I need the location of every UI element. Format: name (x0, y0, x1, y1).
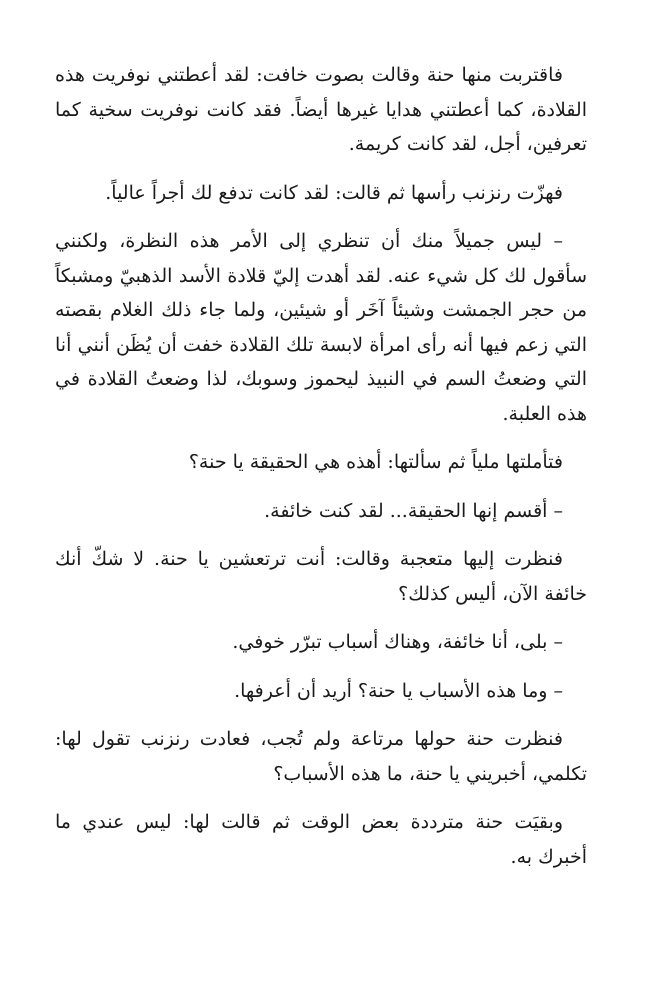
paragraph-7: – بلى، أنا خائفة، وهناك أسباب تبرّر خوفي. (232, 631, 563, 653)
book-page (55, 58, 587, 888)
paragraph-4: فتأملتها ملياً ثم سألتها: أهذه هي الحقيقة يا حنة؟ (188, 451, 563, 473)
paragraph-2: فهزّت رنزنب رأسها ثم قالت: لقد كانت تدفع لك أجراً عالياً. (105, 181, 563, 204)
paragraph-9: فنظرت حنة حولها مرتاعة ولم تُجب، فعادت رنزنب تقول لها: تكلمي، أخبريني يا حنة، ما هذه الأسباب؟ (55, 728, 587, 785)
paragraph-5: – أقسم إنها الحقيقة... لقد كنت خائفة. (264, 499, 563, 522)
paragraph-6: فنظرت إليها متعجبة وقالت: أنت ترتعشين يا حنة. لا شكّ أنك خائفة الآن، أليس كذلك؟ (55, 548, 587, 605)
paragraph-10: وبقيَت حنة مترددة بعض الوقت ثم قالت لها: ليس عندي ما أخبرك به. (55, 811, 587, 868)
paragraph-8: – وما هذه الأسباب يا حنة؟ أريد أن أعرفها. (234, 679, 563, 702)
paragraph-1: فاقتربت منها حنة وقالت بصوت خافت: لقد أعطتني نوفريت هذه القلادة، كما أعطتني هدايا غيرها أيضاً. فقد كانت نوفريت سخية كما تعرفين، أجل، لقد كانت كريمة. (55, 64, 587, 155)
paragraph-3: – ليس جميلاً منك أن تنظري إلى الأمر هذه النظرة، ولكنني سأقول لك كل شيء عنه. لقد أهدت إليّ قلادة الأسد الذهبيّ ومشبكاً من حجر الجمشت وشيئاً آخَر أو شيئين، ولما جاء ذلك الغلام بقصته التي زعم فيها أنه رأى امرأة لابسة تلك القلادة خفت أن يُظَن أنني أنا التي وضعتُ السم في النبيذ ليحموز وسوبك، لذا وضعتُ القلادة في هذه العلبة. (55, 230, 587, 425)
